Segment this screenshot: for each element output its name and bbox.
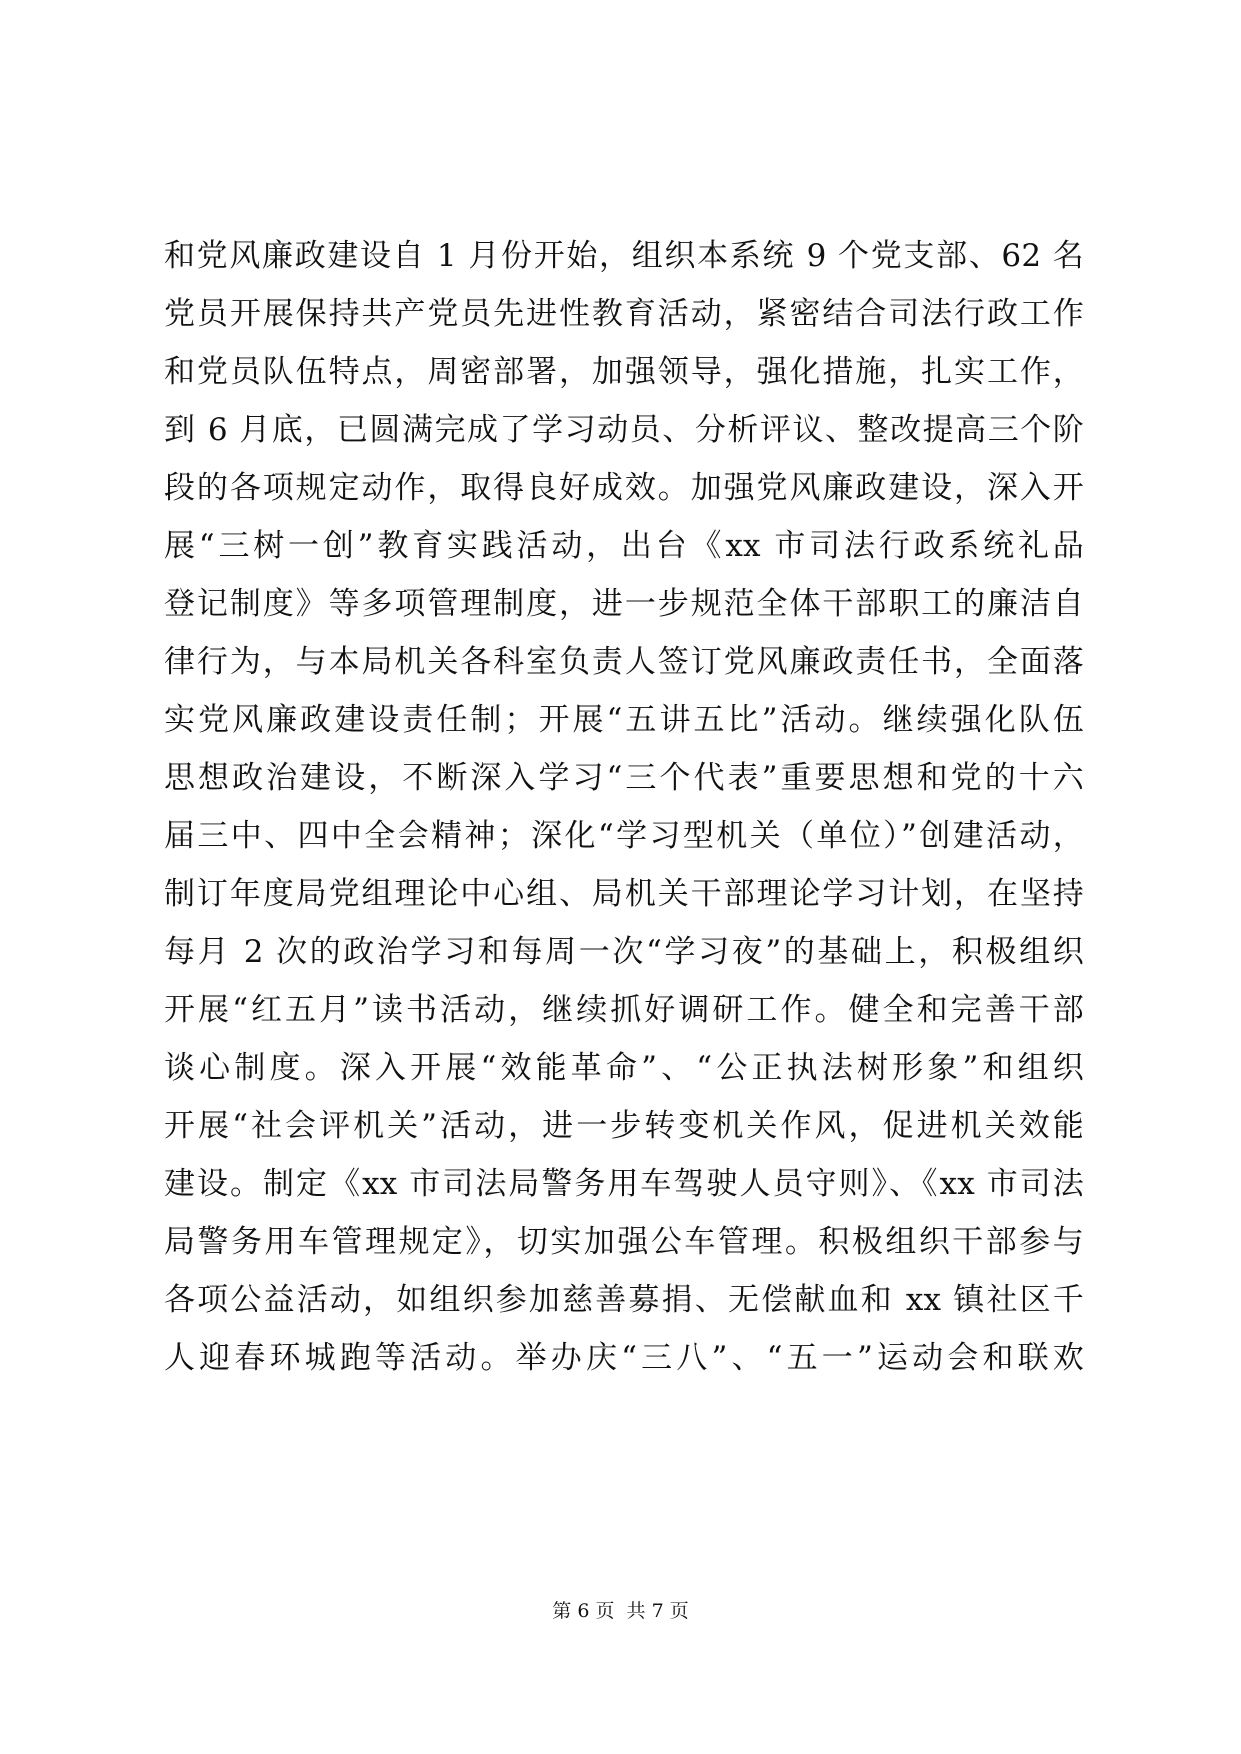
body-text	[164, 227, 1084, 1387]
text-line: 开展“红五月”读书活动，继续抓好调研工作。健全和完善干部	[164, 992, 1084, 1028]
text-line: 和党风廉政建设自 1 月份开始，组织本系统 9 个党支部、62 名	[164, 238, 1084, 274]
text-line: 律行为，与本局机关各科室负责人签订党风廉政责任书，全面落	[164, 644, 1084, 680]
text-line: 党员开展保持共产党员先进性教育活动，紧密结合司法行政工作	[164, 296, 1084, 332]
text-line: 开展“社会评机关”活动，进一步转变机关作风，促进机关效能	[164, 1108, 1084, 1144]
text-line: 每月 2 次的政治学习和每周一次“学习夜”的基础上，积极组织	[164, 934, 1084, 970]
text-line: 届三中、四中全会精神；深化“学习型机关（单位）”创建活动，	[164, 818, 1084, 854]
text-line: 段的各项规定动作，取得良好成效。加强党风廉政建设，深入开	[164, 470, 1084, 506]
text-line: 到 6 月底，已圆满完成了学习动员、分析评议、整改提高三个阶	[164, 412, 1084, 448]
text-line: 建设。制定《xx 市司法局警务用车驾驶人员守则》、《xx 市司法	[164, 1166, 1084, 1202]
text-line: 人迎春环城跑等活动。举办庆“三八”、“五一”运动会和联欢	[164, 1340, 1084, 1376]
text-line: 谈心制度。深入开展“效能革命”、“公正执法树形象”和组织	[164, 1050, 1084, 1086]
text-line: 和党员队伍特点，周密部署，加强领导，强化措施，扎实工作，	[164, 354, 1084, 390]
text-line: 制订年度局党组理论中心组、局机关干部理论学习计划，在坚持	[164, 876, 1084, 912]
text-line: 实党风廉政建设责任制；开展“五讲五比”活动。继续强化队伍	[164, 702, 1084, 738]
text-line: 思想政治建设，不断深入学习“三个代表”重要思想和党的十六	[164, 760, 1084, 796]
text-line: 局警务用车管理规定》，切实加强公车管理。积极组织干部参与	[164, 1224, 1084, 1260]
text-line: 展“三树一创”教育实践活动，出台《xx 市司法行政系统礼品	[164, 528, 1084, 564]
text-line: 各项公益活动，如组织参加慈善募捐、无偿献血和 xx 镇社区千	[164, 1282, 1084, 1318]
text-line: 登记制度》等多项管理制度，进一步规范全体干部职工的廉洁自	[164, 586, 1084, 622]
page-number-footer: 第 6 页 共 7 页	[552, 1600, 689, 1622]
